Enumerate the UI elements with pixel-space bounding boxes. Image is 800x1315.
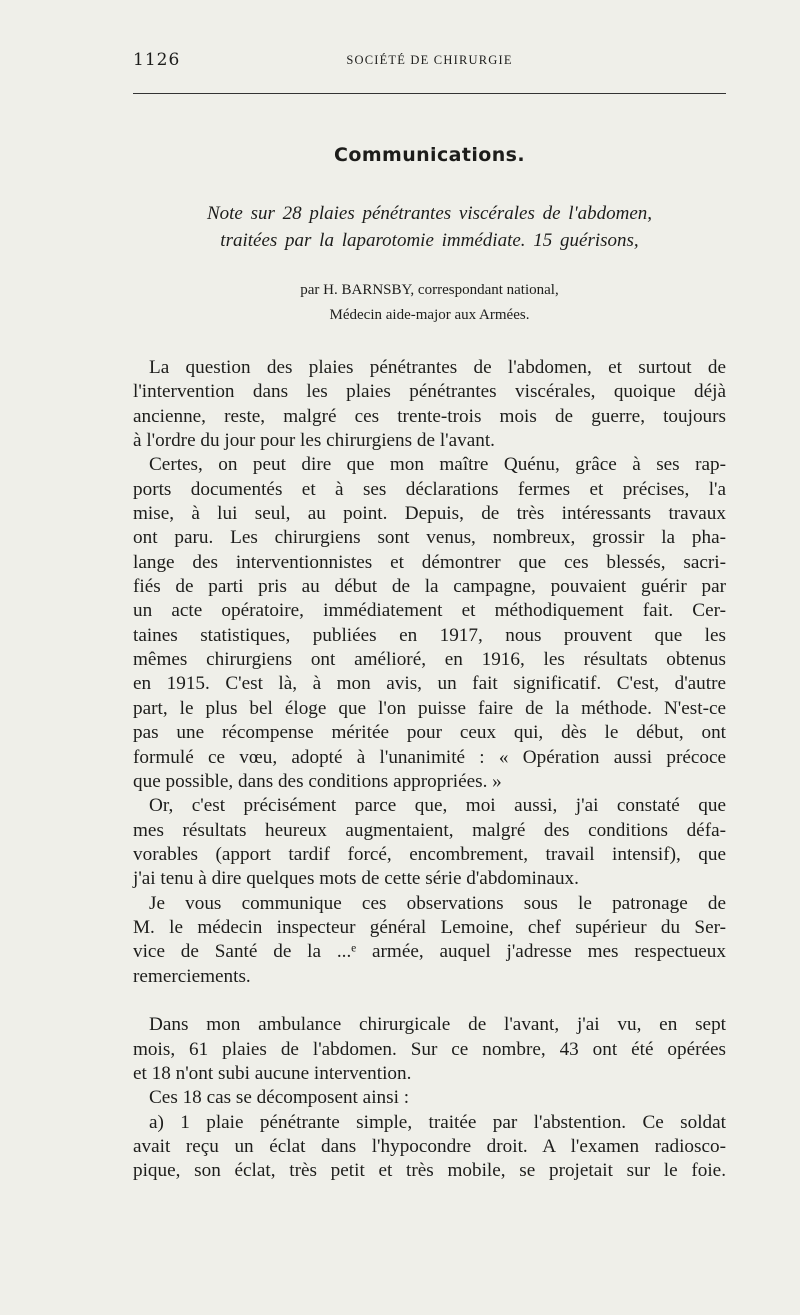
paragraph-6 [133,1086,726,1110]
text-line: vorables (apport tardif forcé, encombrement, travail intensif), que [133,843,726,865]
article-title [133,200,726,254]
text-line: mes résultats heureux augmentaient, malgré des conditions défa- [133,819,726,841]
text-line: formulé ce vœu, adopté à l'unanimité : « Opération aussi précoce [133,746,726,768]
text-line: pas une récompense méritée pour ceux qui, dès le début, ont [133,722,726,744]
text-line: l'intervention dans les plaies pénétrantes viscérales, quoique déjà [133,381,726,403]
text-line: mise, à lui seul, au point. Depuis, de très intéressants travaux [133,503,726,525]
paragraph-1 [133,356,726,453]
byline-affiliation: Médecin aide-major aux Armées. [329,307,530,323]
text-line: Ces 18 cas se décomposent ainsi : [149,1087,410,1109]
byline-author: par H. BARNSBY, correspondant national, [300,282,559,298]
paragraph-gap [133,989,726,1013]
text-line: remerciements. [133,965,251,987]
text-line: La question des plaies pénétrantes de l'abdomen, et surtout de [149,357,726,378]
article-title-line: Note sur 28 plaies pénétrantes viscérales de l'abdomen, [206,203,653,224]
text-line: Certes, on peut dire que mon maître Quénu, grâce à ses rap- [149,454,726,476]
body-text [133,356,726,1184]
text-line: vice de Santé de la ...ᵉ armée, auquel j'adresse mes respectueux [133,941,726,963]
article-title-line: traitées par la laparotomie immédiate. 15 guérisons, [220,230,639,251]
page-number: 1126 [133,50,181,70]
text-line: en 1915. C'est là, à mon avis, un fait significatif. C'est, d'autre [133,673,726,695]
text-line: que possible, dans des conditions appropriées. » [133,770,502,792]
text-line: lange des interventionnistes et démontrer que ces blessés, sacri- [133,551,726,573]
text-line: un acte opératoire, immédiatement et méthodiquement fait. Cer- [133,600,726,622]
text-line: mois, 61 plaies de l'abdomen. Sur ce nombre, 43 ont été opérées [133,1038,726,1060]
text-line: taines statistiques, publiées en 1917, nous prouvent que les [133,624,726,646]
running-title: SOCIÉTÉ DE CHIRURGIE [346,53,513,67]
text-line: pique, son éclat, très petit et très mobile, se projetait sur le foie. [133,1160,726,1182]
text-line: avait reçu un éclat dans l'hypocondre droit. A l'examen radiosco- [133,1136,726,1157]
text-line: et 18 n'ont subi aucune intervention. [133,1062,412,1084]
text-line: ports documentés et à ses déclarations fermes et précises, l'a [133,478,726,500]
text-line: ancienne, reste, malgré ces trente-trois mois de guerre, toujours [133,405,726,427]
paragraph-5 [133,1013,726,1086]
running-head [133,50,726,74]
text-line: M. le médecin inspecteur général Lemoine, chef supérieur du Ser- [133,916,726,938]
header-rule [133,93,726,94]
paragraph-3 [133,794,726,891]
text-line: mêmes chirurgiens ont amélioré, en 1916, les résultats obtenus [133,649,726,671]
text-line: part, le plus bel éloge que l'on puisse faire de la méthode. N'est-ce [133,697,726,719]
text-line: a) 1 plaie pénétrante simple, traitée par l'abstention. Ce soldat [149,1111,726,1133]
text-line: Or, c'est précisément parce que, moi aussi, j'ai constaté que [149,795,726,817]
text-line: j'ai tenu à dire quelques mots de cette série d'abdominaux. [133,868,579,890]
paragraph-7 [133,1111,726,1184]
text-line: à l'ordre du jour pour les chirurgiens de l'avant. [133,430,495,452]
text-line: Je vous communique ces observations sous le patronage de [149,892,726,914]
section-heading: Communications. [334,144,525,166]
text-line: fiés de parti pris au début de la campagne, pouvaient guérir par [133,576,726,598]
text-line: ont paru. Les chirurgiens sont venus, nombreux, grossir la pha- [133,527,726,549]
paragraph-4 [133,892,726,989]
paragraph-2 [133,453,726,794]
byline [133,278,726,328]
text-line: Dans mon ambulance chirurgicale de l'avant, j'ai vu, en sept [149,1014,726,1036]
